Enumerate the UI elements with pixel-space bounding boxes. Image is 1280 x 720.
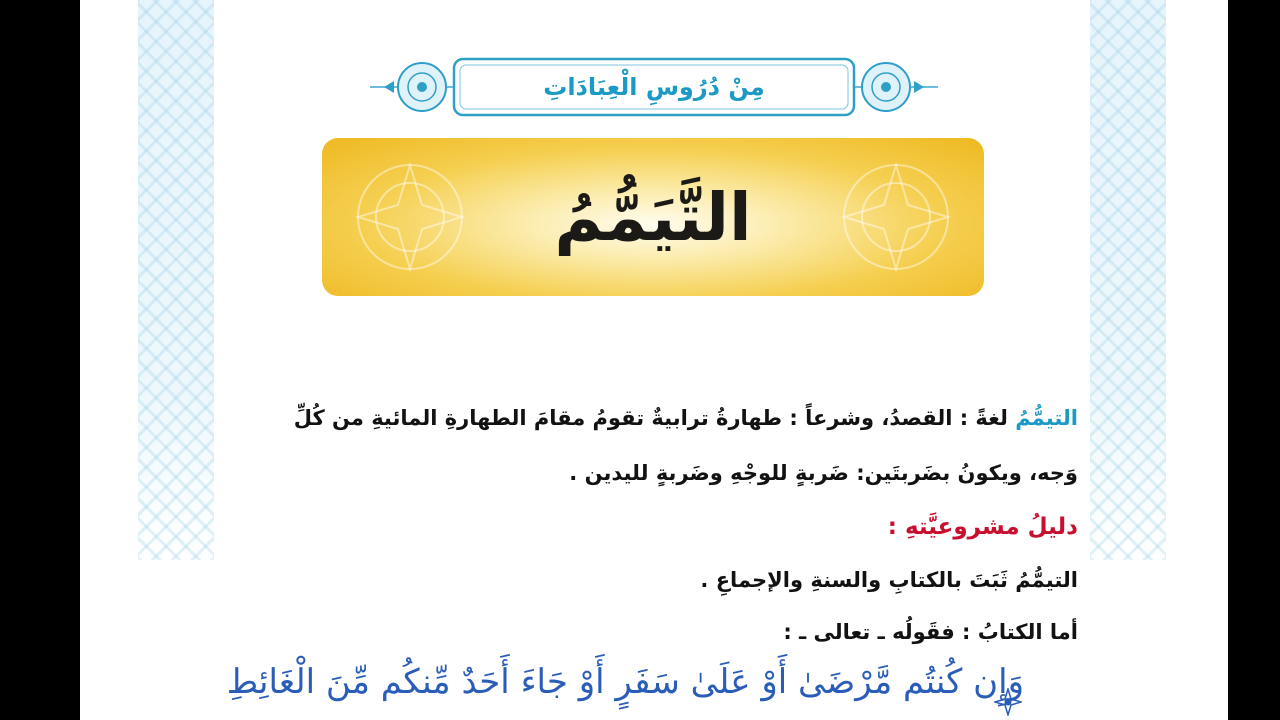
document-page (80, 0, 1228, 720)
left-decorative-border (138, 0, 214, 560)
definition-term: التيمُّمُ (1015, 406, 1078, 430)
title-ornament-right-icon (826, 153, 966, 281)
lesson-title-box (322, 138, 984, 296)
definition-line-2: وَجه، ويكونُ بضَربتَين: ضَربةٍ للوجْهِ وضَربةٍ لليدين . (569, 461, 1078, 485)
right-decorative-border (1090, 0, 1166, 560)
quran-verse: وَإِن كُنتُم مَّرْضَىٰ أَوْ عَلَىٰ سَفَرٍ أَوْ جَاءَ أَحَدٌ مِّنكُم مِّنَ الْغَائِطِ (226, 662, 1024, 702)
definition-line-1-text: لغةً : القصدُ، وشرعاً : طهارةُ ترابيةٌ تقومُ مقامَ الطهارةِ المائيةِ من كُلِّ (293, 406, 1016, 430)
evidence-line-1: التيمُّمُ ثَبَتَ بالكتابِ والسنةِ والإجماعِ . (700, 568, 1078, 592)
lesson-title: التَّيَمُّمُ (554, 178, 752, 256)
evidence-line-2: أما الكتابُ : فقَولُه ـ تعالى ـ : (783, 620, 1078, 644)
evidence-heading: دليلُ مشروعيَّتهِ : (887, 514, 1078, 540)
definition-line-1 (222, 406, 1078, 430)
section-banner (370, 56, 938, 118)
banner-label: مِنْ دُرُوسِ الْعِبَادَاتِ (543, 73, 765, 101)
title-ornament-left-icon (340, 153, 480, 281)
